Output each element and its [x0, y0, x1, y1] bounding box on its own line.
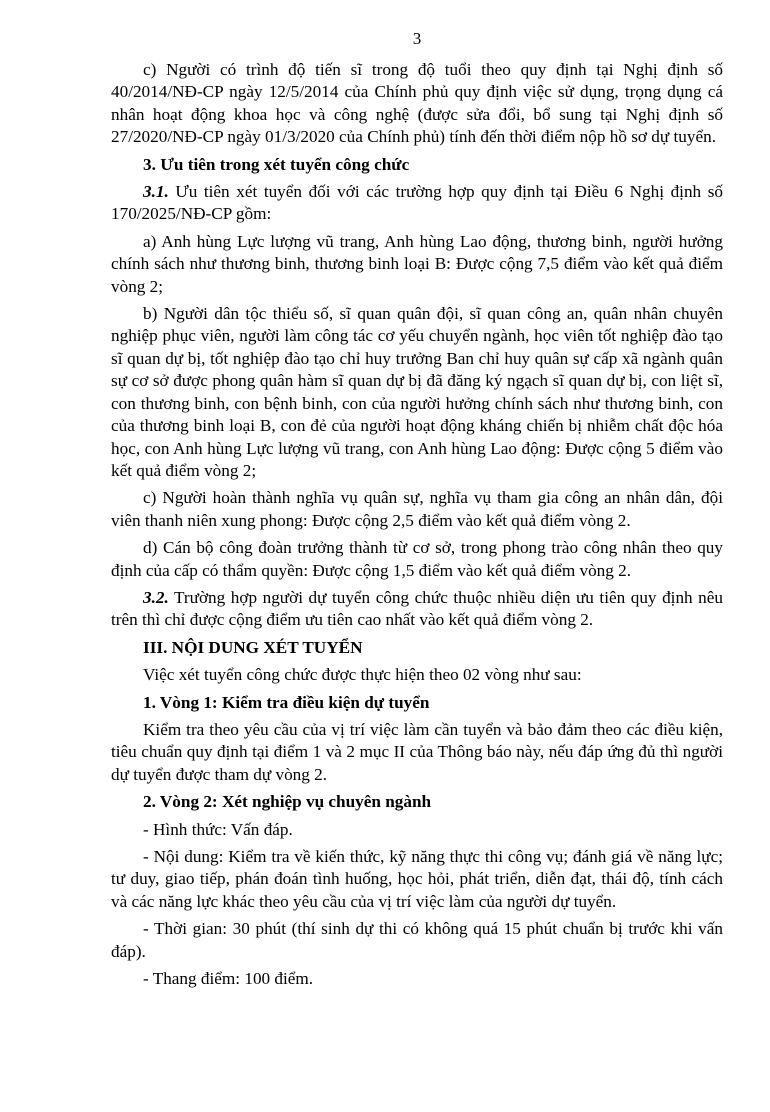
paragraph: Việc xét tuyển công chức được thực hiện theo 02 vòng như sau: [143, 665, 582, 685]
paragraph: b) Người dân tộc thiểu số, sĩ quan quân đội, sĩ quan công an, quân nhân chuyên nghiệp phục viên, người làm công tác cơ yếu chuyển ngành, học viên tốt nghiệp đào tạo sĩ quan dự bị, tốt nghiệp đào tạo chỉ huy trưởng Ban chỉ huy quân sự cấp xã ngành quân sự cơ sở được phong quân hàm sĩ quan dự bị đã đăng ký ngạch sĩ quan dự bị, con liệt sĩ, con thương binh, con bệnh binh, con của người hưởng chính sách như thương binh, con của thương binh loại B, con đẻ của người hoạt động kháng chiến bị nhiễm chất độc hóa học, con Anh hùng Lực lượng vũ trang, con Anh hùng Lao động: Được cộng 5 điểm vào kết quả điểm vòng 2; [111, 304, 723, 480]
numbered-paragraph [111, 181, 723, 226]
section-heading: III. NỘI DUNG XÉT TUYỂN [143, 637, 363, 657]
page-number: 3 [412, 29, 422, 48]
document-body [111, 59, 723, 990]
paragraph: - Thang điểm: 100 điểm. [143, 969, 314, 989]
paragraph-text: Ưu tiên xét tuyển đối với các trường hợp quy định tại Điều 6 Nghị định số 170/2025/NĐ-CP gồm: [111, 182, 723, 224]
paragraph: c) Người hoàn thành nghĩa vụ quân sự, nghĩa vụ tham gia công an nhân dân, đội viên thanh niên xung phong: Được cộng 2,5 điểm vào kết quả điểm vòng 2. [111, 488, 723, 530]
numbered-paragraph [111, 587, 723, 632]
section-heading: 3. Ưu tiên trong xét tuyển công chức [143, 154, 410, 174]
paragraph: - Hình thức: Vấn đáp. [143, 819, 293, 839]
paragraph: Kiểm tra theo yêu cầu của vị trí việc làm cần tuyển và bảo đảm theo các điều kiện, tiêu chuẩn quy định tại điểm 1 và 2 mục II của Thông báo này, nếu đáp ứng đủ thì người dự tuyển được tham dự vòng 2. [111, 719, 723, 784]
paragraph-text: Trường hợp người dự tuyển công chức thuộc nhiều diện ưu tiên quy định nêu trên thì chỉ được cộng điểm ưu tiên cao nhất vào kết quả điểm vòng 2. [111, 587, 723, 630]
paragraph: c) Người có trình độ tiến sĩ trong độ tuổi theo quy định tại Nghị định số 40/2014/NĐ-CP ngày 12/5/2014 của Chính phủ quy định việc sử dụng, trọng dụng cá nhân hoạt động khoa học và công nghệ (được sửa đổi, bổ sung tại Nghị định số 27/2020/NĐ-CP ngày 01/3/2020 của Chính phủ) tính đến thời điểm nộp hồ sơ dự tuyển. [111, 60, 723, 147]
section-heading: 2. Vòng 2: Xét nghiệp vụ chuyên ngành [143, 792, 432, 812]
paragraph: a) Anh hùng Lực lượng vũ trang, Anh hùng Lao động, thương binh, người hưởng chính sách như thương binh, thương binh loại B: Được cộng 7,5 điểm vào kết quả điểm vòng 2; [111, 231, 723, 296]
paragraph: - Nội dung: Kiểm tra về kiến thức, kỹ năng thực thi công vụ; đánh giá về năng lực; tư duy, giao tiếp, phán đoán tình huống, học hỏi, phát triển, diễn đạt, thái độ, tính cách và các năng lực khác theo yêu cầu của vị trí việc làm của người dự tuyển. [111, 847, 723, 911]
paragraph-number: 3.2. [143, 587, 169, 607]
section-heading: 1. Vòng 1: Kiểm tra điều kiện dự tuyển [143, 692, 430, 712]
paragraph: d) Cán bộ công đoàn trưởng thành từ cơ sở, trong phong trào công nhân theo quy định của cấp có thẩm quyền: Được cộng 1,5 điểm vào kết quả điểm vòng 2. [111, 538, 723, 580]
paragraph: - Thời gian: 30 phút (thí sinh dự thi có không quá 15 phút chuẩn bị trước khi vấn đáp). [111, 919, 723, 961]
paragraph-number: 3.1. [143, 182, 169, 202]
